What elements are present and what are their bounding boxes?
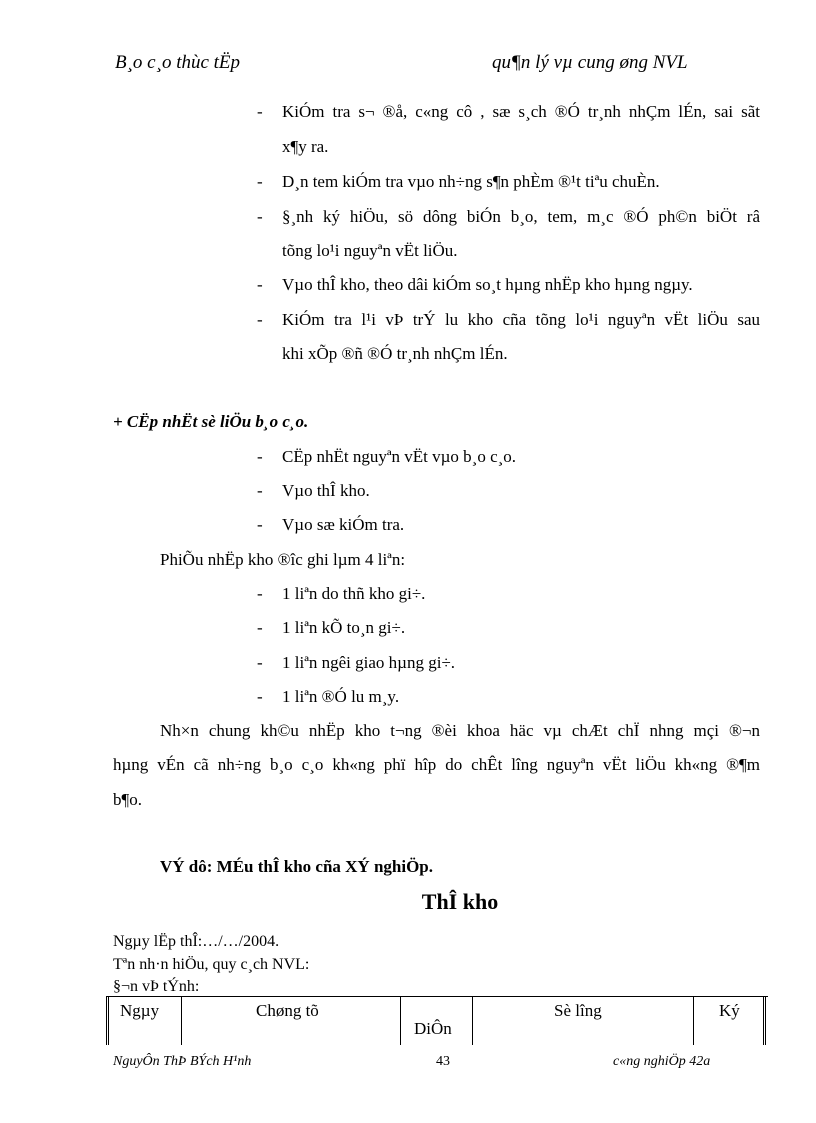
bullet-dash: -: [257, 275, 263, 294]
bullet-dash: -: [257, 172, 263, 191]
header-sign: Ký: [719, 1001, 740, 1020]
bullet-text: Vµo sæ kiÓm tra.: [282, 515, 405, 534]
bullet-text: 1 liªn kÕ to¸n gi÷.: [282, 618, 406, 637]
bullet-text: Vµo thÎ kho, theo dâi kiÓm so¸t hµng nhËp kho hµng ngµy.: [282, 275, 693, 294]
bullet-dash: -: [257, 515, 263, 534]
table-border: [693, 997, 694, 1045]
bullet-dash: -: [257, 447, 263, 466]
stock-card-table: [106, 996, 768, 1045]
bullet-text: D¸n tem kiÓm tra vµo nh÷ng s¶n phÈm ®¹t tiªu chuÈn.: [282, 172, 660, 191]
bullet-text: §¸nh ký hiÖu, sö dông biÓn b¸o, tem, m¸c ®Ó ph©n biÖt râ: [282, 207, 760, 226]
paragraph-line: b¶o.: [113, 790, 142, 809]
bullet-text: Vµo thÎ kho.: [282, 481, 370, 500]
header-right: qu¶n lý vµ cung øng NVL: [492, 52, 688, 73]
table-border: [400, 997, 401, 1045]
table-border: [181, 997, 182, 1045]
bullet-text-continued: x¶y ra.: [282, 137, 329, 156]
phieu-intro: PhiÕu nhËp kho ®îc ghi lµm 4 liªn:: [160, 550, 406, 569]
bullet-dash: -: [257, 618, 263, 637]
bullet-dash: -: [257, 310, 263, 329]
bullet-text: 1 liªn ®Ó lu m¸y.: [282, 687, 400, 706]
bullet-dash: -: [257, 687, 263, 706]
bullet-dash: -: [257, 653, 263, 672]
footer-class: c«ng nghiÖp 42a: [613, 1054, 711, 1069]
bullet-dash: -: [257, 102, 263, 121]
bullet-text: KiÓm tra l¹i vÞ trÝ lu kho cña tõng lo¹i nguyªn vËt liÖu sau: [282, 310, 760, 329]
paragraph-line: hµng vÉn cã nh÷ng b¸o c¸o kh«ng phï hîp do chÊt lîng nguyªn vËt liÖu kh«ng ®¶m: [113, 755, 760, 774]
bullet-text: KiÓm tra s¬ ®å, c«ng cô , sæ s¸ch ®Ó tr¸nh nhÇm lÉn, sai sãt: [282, 102, 760, 121]
bullet-text: 1 liªn ngêi giao hµng gi÷.: [282, 653, 456, 672]
bullet-text: CËp nhËt nguyªn vËt vµo b¸o c¸o.: [282, 447, 517, 466]
bullet-dash: -: [257, 584, 263, 603]
header-left: B¸o c¸o thùc tËp: [115, 52, 241, 73]
bullet-text-continued: tõng lo¹i nguyªn vËt liÖu.: [282, 241, 458, 260]
table-border: [106, 997, 109, 1045]
paragraph-line: Nh×n chung kh©u nhËp kho t¬ng ®èi khoa häc vµ chÆt chÏ nhng mçi ®¬n: [160, 721, 760, 740]
header-document: Chøng tõ: [256, 1001, 319, 1020]
bullet-text: 1 liªn do thñ kho gi÷.: [282, 584, 426, 603]
form-field-name: Tªn nh·n hiÖu, quy c¸ch NVL:: [113, 956, 310, 973]
section-heading: + CËp nhËt sè liÖu b¸o c¸o.: [113, 412, 309, 431]
header-description: DiÔn: [414, 1019, 452, 1038]
table-border: [472, 997, 473, 1045]
form-field-date: Ngµy lËp thÎ:…/…/2004.: [113, 933, 280, 950]
bullet-text-continued: khi xÕp ®ñ ®Ó tr¸nh nhÇm lÉn.: [282, 344, 508, 363]
form-field-unit: §¬n vÞ tÝnh:: [113, 978, 200, 995]
table-border: [763, 997, 766, 1045]
example-title: VÝ dô: MÉu thÎ kho cña XÝ nghiÖp.: [160, 857, 434, 876]
bullet-dash: -: [257, 481, 263, 500]
bullet-dash: -: [257, 207, 263, 226]
header-quantity: Sè lîng: [554, 1001, 602, 1020]
page-number: 43: [436, 1054, 450, 1069]
footer-author: NguyÔn ThÞ BÝch H¹nh: [113, 1054, 252, 1069]
card-title: ThÎ kho: [421, 889, 499, 914]
header-date: Ngµy: [120, 1001, 160, 1020]
